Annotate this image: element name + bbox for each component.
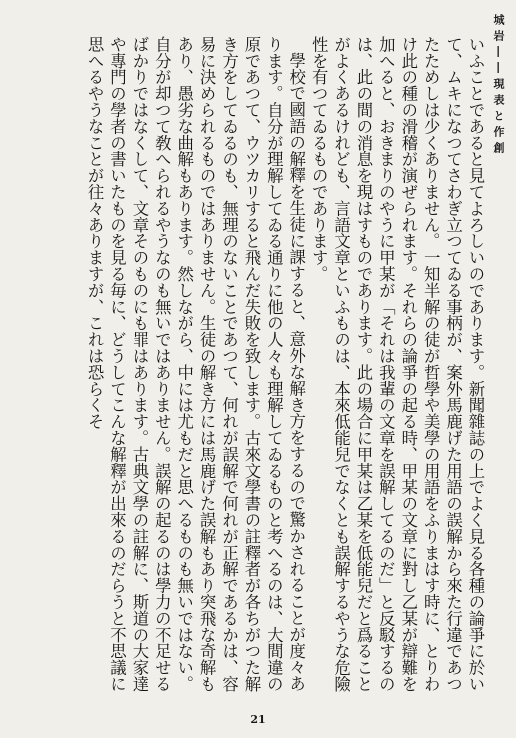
- running-head: 城岩――現表と作創: [492, 14, 505, 158]
- paragraph-2: 學校で國語の解釋を生徒に課すると、意外な解き方をするので驚かされることが度々あります。自分が理解してゐる通りに他の人々も理解してゐるものと考へるのは、大間違の原であつて、ウツカリすると飛んだ失敗を致します。古來文學書の註釋者が各ちがつた解き方をしてゐるのも、無理のないことであつて、何れが誤解で何れが正解であるかは、容易に決められるものではありません。生徒の解き方には馬鹿げた誤解もあり突飛な奇解もあり、愚劣な曲解もあります。然しながら、中には尤もだと思へるものも無いではない。自分が却つて敎へられるやうなのも無いではありません。誤解の起るのは學力の不足せるばかりではなくして、文章そのものにも罪はあります。古典文學の註解に、斯道の大家達や專門の學者の書いたものを見る毎に、どうしてこんな解釋が出來るのだらうと不思議に思へるやうなことが往々ありますが、これは恐らくそ: [85, 36, 306, 692]
- page-number: 21: [250, 713, 266, 726]
- paragraph-1: いふことであると見てよろしいのであります。新聞雜誌の上でよく見る各種の論爭に於いて、ムキになつてさわぎ立つてゐる事柄が、案外馬鹿げた用語の誤解から來た行違であつたためしは少くありません。一知半解の徒が哲學や美學の用語をふりまはす時に、とりわけ此の種の滑稽が演ぜられます。それらの論爭の起る時、甲某の文章に對し乙某が辯難を加へると、おきまりのやうに甲某が「それは我輩の文章を誤解してるのだ」と反駁するのは、此の間の消息を現はすものであります。此の場合に甲某は乙某を低能兒だと爲ることがよくあるけれども、言語文章といふものは、本來低能兒でなくとも誤解するやうな危險性を有つてゐるものであります。: [309, 36, 485, 692]
- body-text: [0, 36, 486, 708]
